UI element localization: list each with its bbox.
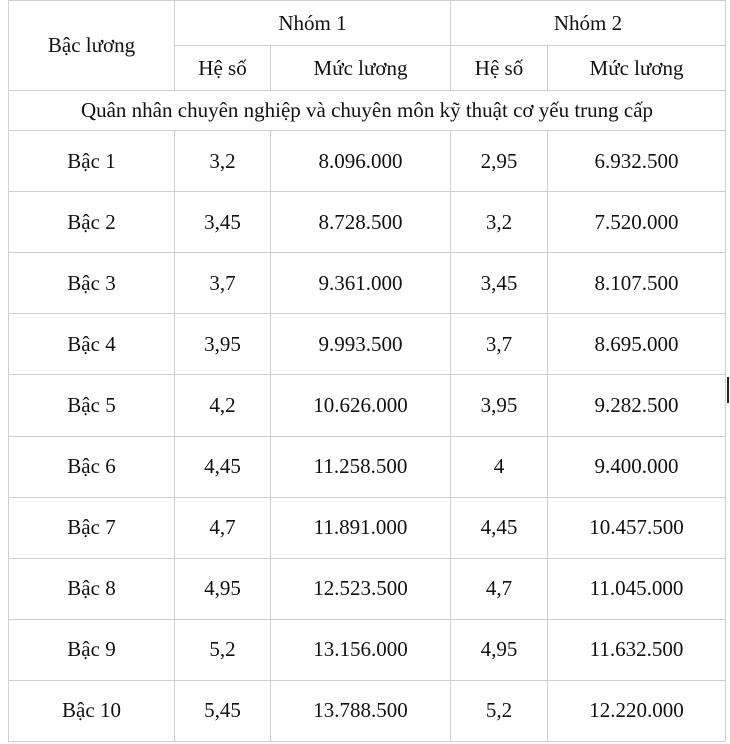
table-row — [9, 619, 726, 680]
group2-coef-cell: 4 — [451, 436, 548, 497]
table-row — [9, 558, 726, 619]
group2-coef-cell: 2,95 — [451, 131, 548, 192]
table-row — [9, 436, 726, 497]
rank-cell: Bậc 5 — [9, 375, 175, 436]
group1-salary-cell: 13.156.000 — [271, 619, 451, 680]
group1-salary-cell: 10.626.000 — [271, 375, 451, 436]
group2-coef-cell: 3,2 — [451, 192, 548, 253]
rank-cell: Bậc 10 — [9, 680, 175, 741]
group2-coef-cell: 4,7 — [451, 558, 548, 619]
group1-salary-cell: 9.993.500 — [271, 314, 451, 375]
rank-cell: Bậc 8 — [9, 558, 175, 619]
group2-salary-cell: 9.282.500 — [548, 375, 726, 436]
table-row — [9, 497, 726, 558]
group1-coef-cell: 5,2 — [175, 619, 271, 680]
group2-salary-cell: 11.632.500 — [548, 619, 726, 680]
group2-header: Nhóm 2 — [451, 1, 726, 46]
group2-salary-cell: 11.045.000 — [548, 558, 726, 619]
group2-coef-cell: 4,95 — [451, 619, 548, 680]
rank-cell: Bậc 4 — [9, 314, 175, 375]
salary-table — [8, 0, 726, 742]
group2-salary-cell: 8.695.000 — [548, 314, 726, 375]
rank-cell: Bậc 2 — [9, 192, 175, 253]
table-row — [9, 253, 726, 314]
table-row — [9, 314, 726, 375]
group2-salary-cell: 12.220.000 — [548, 680, 726, 741]
group1-salary-cell: 12.523.500 — [271, 558, 451, 619]
rank-cell: Bậc 7 — [9, 497, 175, 558]
group1-header: Nhóm 1 — [175, 1, 451, 46]
group1-salary-cell: 9.361.000 — [271, 253, 451, 314]
group1-coef-header: Hệ số — [175, 46, 271, 91]
group1-coef-cell: 5,45 — [175, 680, 271, 741]
rank-column-header: Bậc lương — [9, 1, 175, 91]
group1-salary-cell: 11.891.000 — [271, 497, 451, 558]
group2-coef-cell: 3,95 — [451, 375, 548, 436]
group1-salary-header: Mức lương — [271, 46, 451, 91]
group1-coef-cell: 3,45 — [175, 192, 271, 253]
section-title: Quân nhân chuyên nghiệp và chuyên môn kỹ thuật cơ yếu trung cấp — [9, 91, 726, 131]
group2-coef-cell: 3,7 — [451, 314, 548, 375]
group1-coef-cell: 3,7 — [175, 253, 271, 314]
group1-salary-cell: 8.096.000 — [271, 131, 451, 192]
table-row — [9, 131, 726, 192]
group2-salary-header: Mức lương — [548, 46, 726, 91]
group1-coef-cell: 3,95 — [175, 314, 271, 375]
group1-coef-cell: 4,45 — [175, 436, 271, 497]
group2-salary-cell: 7.520.000 — [548, 192, 726, 253]
group1-salary-cell: 13.788.500 — [271, 680, 451, 741]
group2-salary-cell: 9.400.000 — [548, 436, 726, 497]
rank-cell: Bậc 9 — [9, 619, 175, 680]
group2-coef-cell: 4,45 — [451, 497, 548, 558]
header-row-groups — [9, 1, 726, 46]
rank-cell: Bậc 1 — [9, 131, 175, 192]
group2-salary-cell: 8.107.500 — [548, 253, 726, 314]
group1-coef-cell: 4,2 — [175, 375, 271, 436]
table-row — [9, 192, 726, 253]
rank-cell: Bậc 6 — [9, 436, 175, 497]
section-row — [9, 91, 726, 131]
text-cursor-mark — [727, 377, 729, 403]
group1-salary-cell: 11.258.500 — [271, 436, 451, 497]
group2-coef-header: Hệ số — [451, 46, 548, 91]
rank-cell: Bậc 3 — [9, 253, 175, 314]
group1-salary-cell: 8.728.500 — [271, 192, 451, 253]
group1-coef-cell: 4,7 — [175, 497, 271, 558]
group2-coef-cell: 3,45 — [451, 253, 548, 314]
table-row — [9, 680, 726, 741]
group1-coef-cell: 4,95 — [175, 558, 271, 619]
table-row — [9, 375, 726, 436]
group2-coef-cell: 5,2 — [451, 680, 548, 741]
group2-salary-cell: 10.457.500 — [548, 497, 726, 558]
group2-salary-cell: 6.932.500 — [548, 131, 726, 192]
group1-coef-cell: 3,2 — [175, 131, 271, 192]
